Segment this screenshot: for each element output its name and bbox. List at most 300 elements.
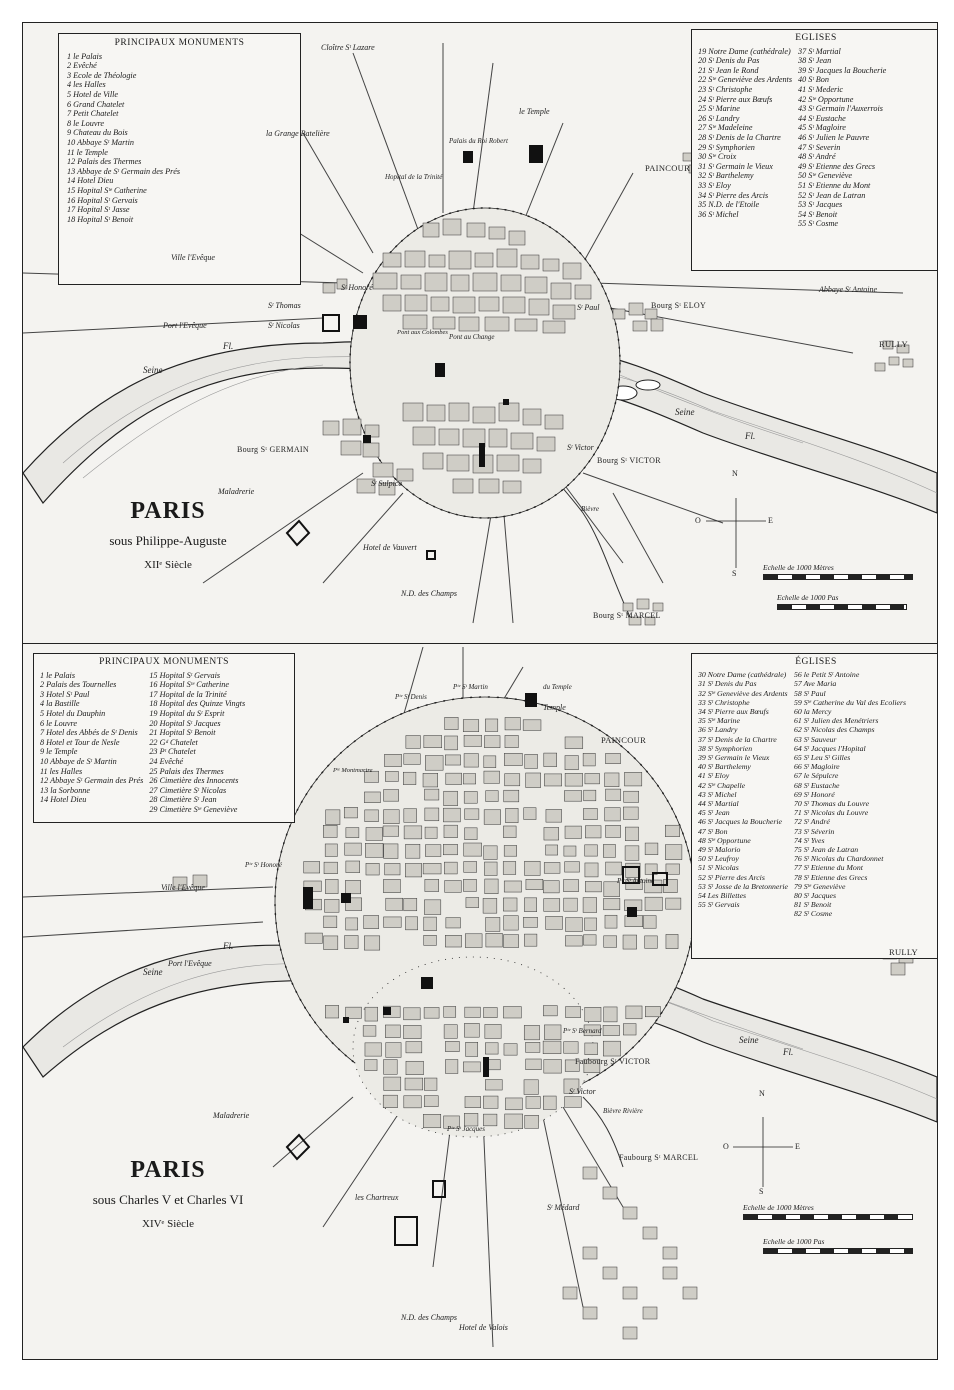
city-block <box>564 791 581 802</box>
place-label: le Temple <box>519 107 550 116</box>
legend-item: 44 Sᵗ Martial <box>698 799 739 809</box>
city-block <box>444 862 457 874</box>
city-block <box>405 917 417 930</box>
city-block <box>386 1043 401 1058</box>
legend-item: 67 le Sépulcre <box>794 771 839 781</box>
city-block <box>385 771 398 781</box>
legend-item: 2 Evêché <box>67 61 97 71</box>
legend-title: ÉGLISES <box>795 657 837 667</box>
legend-item: 50 Sᵗᵉ Geneviève <box>798 171 852 181</box>
city-block <box>465 809 479 819</box>
legend-item: 31 Sᵗ Germain le Vieux <box>698 161 773 171</box>
city-block <box>585 918 597 930</box>
city-block <box>406 1061 423 1074</box>
legend-item: 40 Sᵗ Bon <box>798 75 829 85</box>
legend-item: 34 Sᵗ Pierre aux Bœufs <box>698 707 769 717</box>
place-label: Temple <box>543 703 566 712</box>
place-label: Sᵗ Victor <box>569 1087 596 1096</box>
city-block <box>891 963 905 975</box>
city-block <box>483 1114 497 1126</box>
legend-item: 47 Sᵗ Severin <box>798 142 841 152</box>
river-label: Fl. <box>223 941 234 951</box>
place-label: Sᵗ Paul <box>577 303 600 312</box>
city-block <box>565 826 581 838</box>
map-century: XIVᵉ Siècle <box>142 1218 194 1230</box>
place-label: Bourg Sᵗ VICTOR <box>597 456 661 465</box>
city-block <box>383 1095 397 1108</box>
place-label: Sᵗ Médard <box>547 1203 580 1212</box>
city-block <box>464 1023 479 1037</box>
place-label: Ville l'Evêque <box>161 883 205 892</box>
city-block <box>484 756 496 768</box>
city-block <box>546 916 563 929</box>
city-block <box>364 915 379 928</box>
legend-item: 1 le Palais <box>67 51 103 61</box>
legend-item: 1 le Palais <box>40 670 76 680</box>
city-block <box>346 1007 362 1018</box>
river-label: Seine <box>143 365 163 375</box>
city-block <box>366 828 383 841</box>
city-block <box>626 1006 642 1019</box>
city-block <box>566 918 583 932</box>
city-block <box>325 1005 338 1018</box>
legend-item: 28 Cimetière Sᵗ Jean <box>149 795 217 805</box>
eglises-legend-bottom <box>691 653 937 959</box>
legend-item: 61 Sᵗ Julien des Menétriers <box>794 716 879 726</box>
legend-item: 53 Sᵗ Jacques <box>798 200 843 210</box>
city-block <box>564 898 578 911</box>
monuments-list-col2 <box>149 671 245 815</box>
city-block <box>504 881 521 892</box>
city-block <box>384 1060 398 1075</box>
map-subtitle: sous Philippe-Auguste <box>109 533 227 548</box>
legend-item: 56 le Petit Sᵗ Antoine <box>794 670 860 680</box>
city-block <box>465 1007 481 1017</box>
legend-item: 72 Sᵗ André <box>794 817 830 827</box>
legend-item: 25 Palais des Thermes <box>149 766 224 776</box>
city-block <box>603 1025 619 1035</box>
legend-item: 8 Hotel et Tour de Nesle <box>40 737 120 747</box>
legend-item: 45 Sᵗ Jean <box>698 808 730 818</box>
city-block <box>305 933 322 943</box>
city-block <box>445 755 460 765</box>
city-block <box>404 809 417 823</box>
legend-item: 18 Hopital des Quinze Vingts <box>149 699 246 709</box>
compass-e: E <box>768 516 773 525</box>
monuments-legend-bottom <box>33 653 295 823</box>
place-label: Cloître Sᵗ Lazare <box>321 43 375 52</box>
legend-item: 17 Hopital Sᵗ Jasse <box>67 205 130 215</box>
city-block <box>365 1060 377 1071</box>
legend-item: 33 Sᵗ Eloy <box>698 180 731 190</box>
legend-item: 80 Sᵗ Jacques <box>794 891 837 901</box>
city-block <box>585 1007 601 1021</box>
monuments-legend-top <box>58 33 301 285</box>
scale-label: Echelle de 1000 Mètres <box>763 563 834 572</box>
city-block <box>423 863 441 874</box>
scale-label: Echelle de 1000 Pas <box>763 1237 825 1246</box>
city-block <box>345 936 359 949</box>
legend-item: 43 Sᵗ Michel <box>698 789 737 799</box>
place-label: Pont aux Colombes <box>397 329 448 336</box>
place-label: Palais du Roi Robert <box>449 137 508 145</box>
legend-item: 37 Sᵗ Martial <box>798 46 841 56</box>
city-block <box>506 808 519 822</box>
legend-item: 64 Sᵗ Jacques l'Hopital <box>794 743 866 753</box>
legend-item: 41 Sᵗ Mederic <box>798 84 844 94</box>
place-label: Hotel de Valois <box>459 1323 508 1332</box>
city-block <box>386 898 403 910</box>
city-block <box>344 807 357 818</box>
legend-item: 12 Palais des Thermes <box>67 157 142 167</box>
map-title: PARIS <box>130 1157 206 1183</box>
city-block <box>544 753 557 767</box>
city-block <box>606 789 621 800</box>
city-block <box>606 825 621 837</box>
city-block <box>626 863 640 877</box>
city-block <box>505 1098 522 1110</box>
city-block <box>625 846 639 860</box>
city-block <box>645 843 658 855</box>
city-block <box>625 916 643 927</box>
city-block <box>425 827 437 838</box>
city-block <box>384 790 399 802</box>
city-block <box>544 827 559 840</box>
map-sheet <box>22 22 938 1360</box>
city-block <box>463 720 479 732</box>
city-block <box>363 1026 376 1037</box>
city-block <box>463 879 476 891</box>
eglises-legend-top <box>691 29 937 271</box>
city-block <box>424 1007 439 1018</box>
legend-item: 10 Abbaye Sᵗ Martin <box>67 137 134 147</box>
city-block <box>465 828 478 840</box>
city-block <box>485 719 497 731</box>
city-block <box>445 736 458 750</box>
map-title: PARIS <box>130 498 206 524</box>
city-block <box>464 843 482 856</box>
city-block <box>424 736 442 748</box>
city-block <box>383 826 399 836</box>
place-label: la Grange Batelière <box>266 129 330 138</box>
city-block <box>564 1042 579 1053</box>
city-block <box>604 898 620 909</box>
place-label: PAINCOUR <box>645 163 691 173</box>
legend-item: 35 Sᵗᵉ Marine <box>698 716 740 726</box>
city-block <box>385 863 400 874</box>
legend-item: 3 Hotel Sᵗ Paul <box>40 689 90 699</box>
legend-item: 82 Sᵗ Cosme <box>794 909 833 919</box>
legend-item: 19 Hopital du Sᵗ Esprit <box>149 708 225 718</box>
city-block <box>304 862 320 873</box>
place-label: Bourg Sᵗ GERMAIN <box>237 445 309 454</box>
map-title-block <box>63 1157 273 1230</box>
legend-item: 14 Hotel Dieu <box>67 176 114 186</box>
compass-o: O <box>723 1142 729 1151</box>
legend-item: 34 Sᵗ Pierre des Arcis <box>698 190 769 200</box>
city-block <box>526 773 541 788</box>
city-block <box>543 1096 556 1109</box>
monuments-list <box>67 52 292 225</box>
place-label: du Temple <box>543 683 572 691</box>
city-block <box>485 879 498 894</box>
city-block <box>504 790 519 802</box>
place-label: Port l'Evêque <box>168 959 212 968</box>
city-block <box>566 1007 581 1018</box>
legend-item: 6 Grand Chatelet <box>67 99 125 109</box>
legend-item: 30 Sᵗᵉ Croix <box>698 152 737 162</box>
city-block <box>603 1187 617 1199</box>
city-block <box>565 756 578 770</box>
scale-label: Echelle de 1000 Pas <box>777 593 839 602</box>
city-block <box>464 754 478 767</box>
place-label: Sᵗ Nicolas <box>268 321 300 330</box>
city-block <box>663 1247 677 1259</box>
place-label: PAINCOUR <box>601 735 647 745</box>
city-block <box>645 1006 660 1016</box>
city-block <box>465 934 482 948</box>
legend-item: 48 Sᵗ André <box>798 152 836 162</box>
city-block <box>624 791 639 802</box>
city-block <box>665 825 679 836</box>
river-label: Seine <box>143 967 163 977</box>
legend-item: 37 Sᵗ Denis de la Chartre <box>698 734 777 744</box>
legend-item: 5 Hotel du Dauphin <box>40 708 106 718</box>
city-block <box>605 915 617 928</box>
place-label: Sᵗ Sulpice <box>371 479 402 488</box>
legend-item: 54 Les Billettes <box>698 891 747 901</box>
city-block <box>465 1097 481 1108</box>
legend-item: 58 Sᵗ Paul <box>794 688 826 698</box>
city-block <box>464 735 482 746</box>
place-label: Faubourg Sᵗ MARCEL <box>619 1153 699 1162</box>
city-block <box>564 880 579 892</box>
city-block <box>404 754 420 765</box>
legend-item: 21 Sᵗ Jean le Rond <box>698 65 759 75</box>
city-block <box>583 1167 597 1179</box>
city-block <box>625 772 642 786</box>
legend-title: PRINCIPAUX MONUMENTS <box>114 38 245 48</box>
city-block <box>406 1042 422 1053</box>
scale-pas <box>763 1237 913 1254</box>
place-label: Ville l'Evêque <box>171 253 215 262</box>
city-block <box>524 808 536 820</box>
city-block <box>483 898 497 913</box>
city-block <box>665 845 682 860</box>
city-block <box>366 863 379 875</box>
legend-item: 14 Hotel Dieu <box>40 795 87 805</box>
city-block <box>505 1114 523 1129</box>
legend-item: 38 Sᵗ Symphorien <box>698 743 753 753</box>
compass-s: S <box>759 1187 764 1196</box>
city-block <box>463 1062 480 1072</box>
city-block <box>346 861 360 873</box>
legend-item: 62 Sᵗ Nicolas des Champs <box>794 725 875 735</box>
city-block <box>505 774 520 786</box>
legend-item: 52 Sᵗ Jean de Latran <box>798 190 866 200</box>
city-block <box>565 862 580 872</box>
city-block <box>446 773 462 784</box>
legend-item: 63 Sᵗ Sauveur <box>794 734 837 744</box>
city-block <box>583 1247 597 1259</box>
city-block <box>583 898 597 913</box>
city-block <box>384 1077 401 1090</box>
city-block <box>504 753 522 765</box>
city-block <box>544 899 560 912</box>
legend-item: 39 Sᵗ Jacques la Boucherie <box>798 65 887 75</box>
legend-item: 9 Chateau du Bois <box>67 128 128 138</box>
city-block <box>365 1007 378 1021</box>
city-block <box>525 861 541 875</box>
city-block <box>585 1043 598 1055</box>
scale-meters <box>763 563 913 580</box>
city-block <box>425 756 443 771</box>
city-block <box>585 863 598 877</box>
place-label: Pᵗᵉ Sᵗ Antoine <box>617 877 655 885</box>
legend-item: 15 Hopital Sᵗᵉ Catherine <box>67 185 147 195</box>
scale-pas <box>777 593 907 610</box>
city-block <box>425 879 439 891</box>
legend-item: 74 Sᵗ Yves <box>794 835 825 845</box>
legend-item: 8 le Louvre <box>67 118 104 128</box>
city-block <box>565 773 582 786</box>
place-label: les Chartreux <box>355 1193 399 1202</box>
legend-item: 42 Sᵗᵉ Opportune <box>798 94 854 104</box>
city-block <box>365 843 383 857</box>
legend-item: 35 N.D. de l'Etoile <box>698 200 760 210</box>
place-label: Hotel de Vauvert <box>363 543 417 552</box>
legend-item: 15 Hopital Sᵗ Gervais <box>149 670 221 680</box>
place-label: Pᵗᵉ Sᵗ Jacques <box>447 1125 486 1133</box>
legend-item: 78 Sᵗ Etienne des Grecs <box>794 872 868 882</box>
city-block <box>324 936 338 950</box>
city-block <box>444 825 458 837</box>
city-block <box>323 825 337 837</box>
legend-item: 26 Cimetière des Innocents <box>149 776 239 786</box>
city-block <box>525 754 538 768</box>
scale-bar <box>743 1214 913 1220</box>
legend-item: 48 Sᵗᵉ Opportune <box>698 835 751 845</box>
map-title-block <box>68 498 268 571</box>
city-block <box>424 917 437 931</box>
city-block <box>326 810 340 825</box>
city-block <box>345 880 360 893</box>
city-block <box>645 897 662 910</box>
city-block <box>544 863 560 874</box>
city-block <box>445 935 461 947</box>
city-block <box>346 828 359 838</box>
city-block <box>524 934 537 946</box>
city-block <box>404 898 417 910</box>
legend-item: 29 Cimetière Sᵗᵉ Geneviève <box>149 804 238 814</box>
eglises-list-col1 <box>698 670 788 918</box>
city-block <box>424 1096 438 1107</box>
city-block <box>444 791 458 806</box>
scale-meters <box>743 1203 913 1220</box>
city-block <box>663 1267 677 1279</box>
city-block <box>526 1042 540 1052</box>
place-label: RULLY <box>889 947 918 957</box>
monuments-list-col1 <box>40 671 143 815</box>
legend-item: 18 Hopital Sᵗ Benoit <box>67 214 134 224</box>
city-block <box>524 898 536 912</box>
legend-item: 55 Sᵗ Gervais <box>698 900 740 910</box>
legend-item: 16 Hopital Sᵗᵉ Catherine <box>149 680 230 690</box>
city-block <box>425 789 439 800</box>
place-label: Pᵗᵉ Montmartre <box>333 767 373 774</box>
legend-item: 36 Sᵗ Michel <box>698 209 739 219</box>
legend-item: 4 les Halles <box>67 80 106 90</box>
place-label: Maladrerie <box>213 1111 250 1120</box>
legend-item: 11 les Halles <box>40 766 83 776</box>
legend-item: 76 Sᵗ Nicolas du Chardonnet <box>794 854 884 864</box>
city-block <box>544 1060 562 1074</box>
city-block <box>683 1287 697 1299</box>
legend-item: 59 Sᵗᵉ Catherine du Val des Ecoliers <box>794 697 907 707</box>
city-block <box>445 881 462 893</box>
city-block <box>583 935 596 945</box>
eglises-list-col1 <box>698 47 792 229</box>
city-block <box>486 933 502 947</box>
city-block <box>564 846 576 856</box>
map-philippe-auguste <box>23 23 937 644</box>
legend-item: 11 le Temple <box>67 147 108 157</box>
map-century: XIIᵉ Siècle <box>144 559 192 571</box>
compass-o: O <box>695 516 701 525</box>
compass-s: S <box>732 569 737 578</box>
city-block <box>484 1008 498 1018</box>
legend-item: 65 Sᵗ Leu Sᵗ Gilles <box>794 753 851 763</box>
city-block <box>346 918 358 930</box>
city-block <box>345 843 362 855</box>
city-block <box>403 772 416 784</box>
city-block <box>525 1115 539 1128</box>
city-block <box>503 826 516 838</box>
city-block <box>443 844 457 854</box>
place-label: Abbaye Sᵗ Antoine <box>819 285 878 294</box>
city-block <box>446 918 461 928</box>
legend-item: 52 Sᵗ Pierre des Arcis <box>698 872 765 882</box>
legend-item: 49 Sᵗ Malorio <box>698 845 741 855</box>
city-block <box>565 936 582 946</box>
place-label: Sᵗ Victor <box>567 443 594 452</box>
city-block <box>583 808 597 819</box>
legend-item: 50 Sᵗ Leufroy <box>698 854 739 864</box>
legend-item: 24 Sᵗ Pierre aux Bœufs <box>698 94 773 104</box>
city-block <box>603 1041 620 1056</box>
legend-item: 40 Sᵗ Barthelemy <box>698 762 751 772</box>
city-block <box>423 1114 440 1128</box>
city-block <box>385 1025 400 1038</box>
city-block <box>546 845 558 855</box>
legend-item: 81 Sᵗ Benoit <box>794 900 832 910</box>
city-block <box>585 845 598 856</box>
legend-item: 66 Sᵗ Magloire <box>794 762 840 772</box>
river-label: Bièvre Rivière <box>603 1107 643 1115</box>
legend-item: 55 Sᵗ Cosme <box>798 219 839 229</box>
legend-item: 42 Sᵗᵉ Chapelle <box>698 780 746 790</box>
city-block <box>464 791 477 803</box>
legend-item: 30 Notre Dame (cathédrale) <box>698 670 787 680</box>
legend-item: 51 Sᵗ Etienne du Mont <box>798 180 871 190</box>
city-block <box>406 844 420 858</box>
city-block <box>483 1096 498 1108</box>
legend-item: 20 Sᵗ Denis du Pas <box>698 56 760 66</box>
city-block <box>484 862 497 875</box>
city-block <box>404 1096 421 1108</box>
city-block <box>503 898 517 911</box>
city-block <box>623 1207 637 1219</box>
